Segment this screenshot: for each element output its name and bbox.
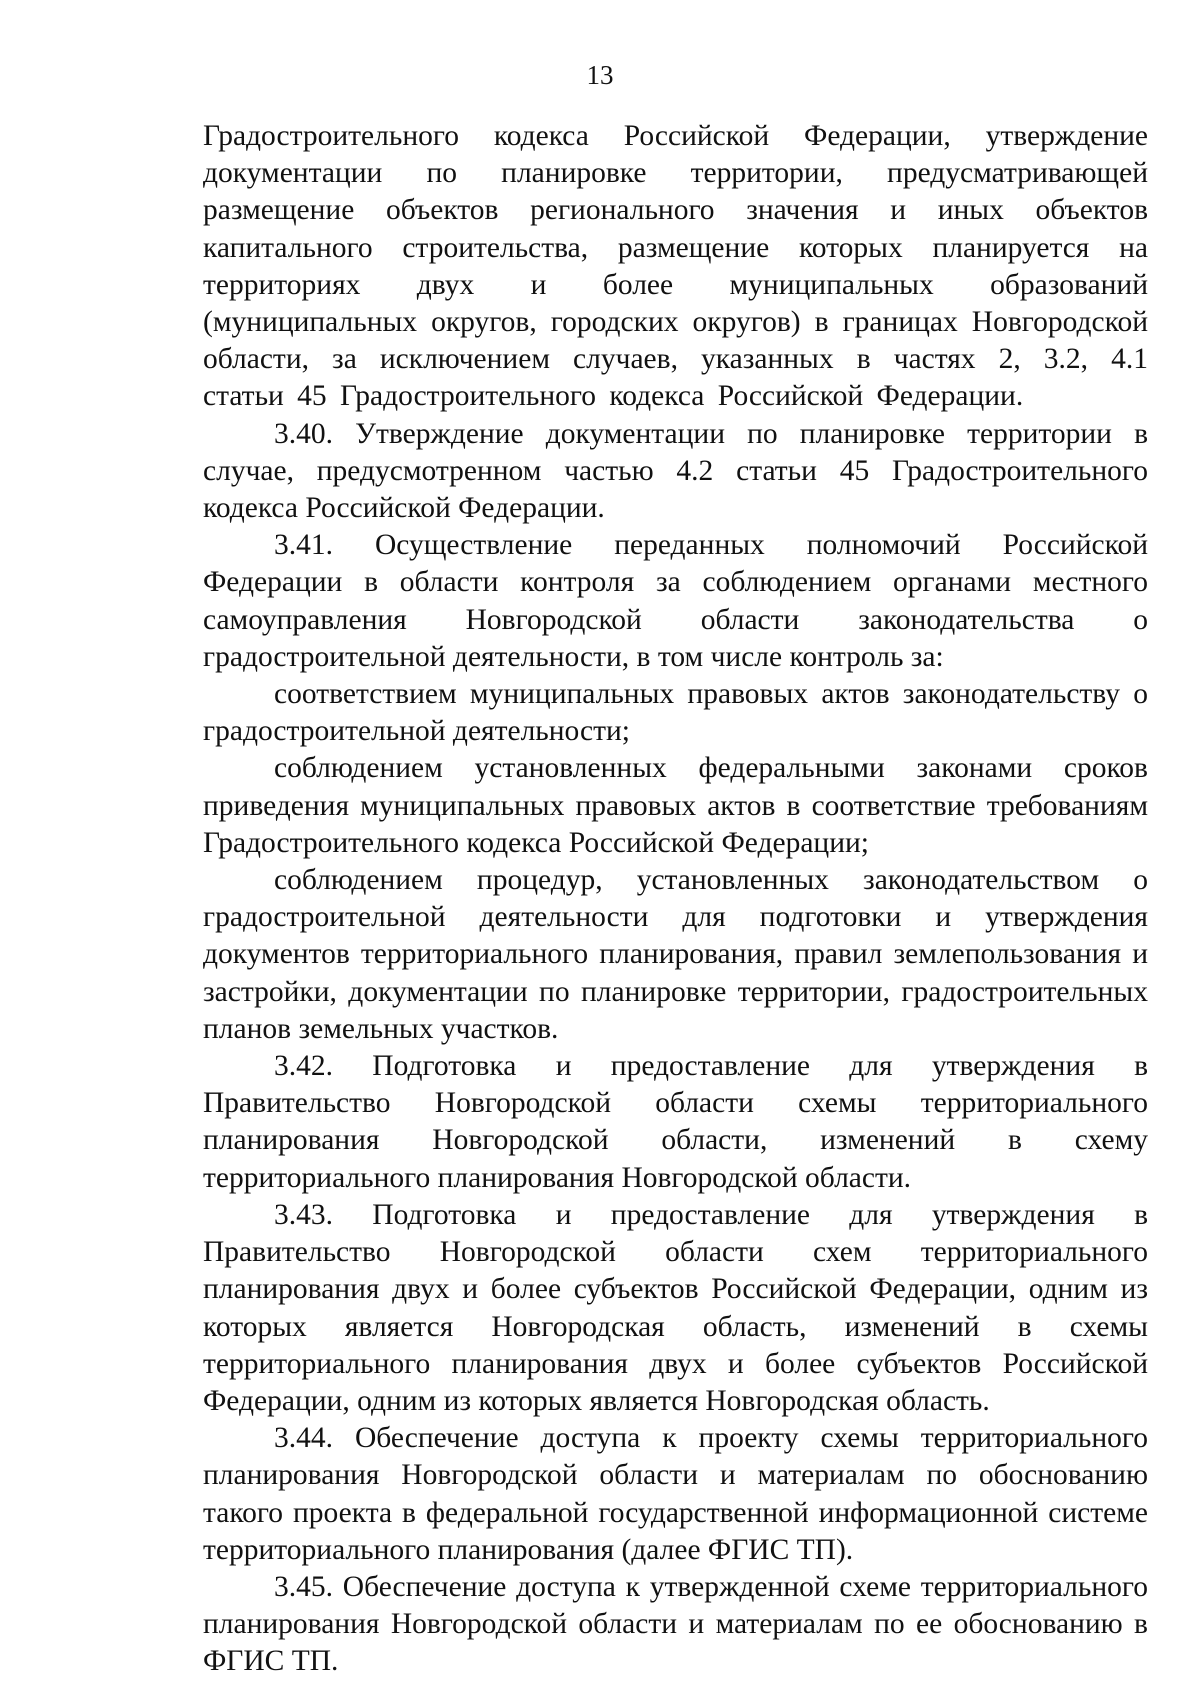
paragraph-3-42: 3.42. Подготовка и предоставление для утверждения в Правительство Новгородской области схемы территориального планирования Новгородской области, изменений в схему территориального планирования Новгородской области. xyxy=(203,1050,1148,1194)
paragraph-3-45: 3.45. Обеспечение доступа к утвержденной схеме территориального планирования Новгородской области и материалам по ее обоснованию в ФГИС ТП. xyxy=(203,1570,1148,1678)
paragraph-3-41-item-3: соблюдением процедур, установленных законодательством о градостроительной деятельности для подготовки и утверждения документов территориального планирования, правил землепользования и застройки, документации по планировке территории, градостроительных планов земельных участков. xyxy=(203,864,1148,1045)
paragraph-3-43: 3.43. Подготовка и предоставление для утверждения в Правительство Новгородской области схем территориального планирования двух и более субъектов Российской Федерации, одним из которых является Новгородская область, изменений в схемы территориального планирования двух и более субъектов Российской Федерации, одним из которых является Новгородская область. xyxy=(203,1198,1148,1417)
paragraph-3-41-item-1: соответствием муниципальных правовых актов законодательству о градостроительной деятельности; xyxy=(203,678,1148,748)
document-body xyxy=(203,118,1148,1681)
paragraph-3-40: 3.40. Утверждение документации по планировке территории в случае, предусмотренном частью 4.2 статьи 45 Градостроительного кодекса Российской Федерации. xyxy=(203,417,1148,525)
page-number: 13 xyxy=(586,60,614,90)
paragraph-3-41: 3.41. Осуществление переданных полномочий Российской Федерации в области контроля за соблюдением органами местного самоуправления Новгородской области законодательства о градостроительной деятельности, в том числе контроль за: xyxy=(203,529,1148,673)
paragraph-3-44: 3.44. Обеспечение доступа к проекту схемы территориального планирования Новгородской области и материалам по обоснованию такого проекта в федеральной государственной информационной системе территориального планирования (далее ФГИС ТП). xyxy=(203,1422,1148,1566)
paragraph-continuation: Градостроительного кодекса Российской Федерации, утверждение документации по планировке территории, предусматривающей размещение объектов регионального значения и иных объектов капитального строительства, размещение которых планируется на территориях двух и более муниципальных образований (муниципальных округов, городских округов) в границах Новгородской области, за исключением случаев, указанных в частях 2, 3.2, 4.1 статьи 45 Градостроительного кодекса Российской Федерации. xyxy=(203,120,1148,413)
paragraph-3-41-item-2: соблюдением установленных федеральными законами сроков приведения муниципальных правовых актов в соответствие требованиям Градостроительного кодекса Российской Федерации; xyxy=(203,752,1148,859)
